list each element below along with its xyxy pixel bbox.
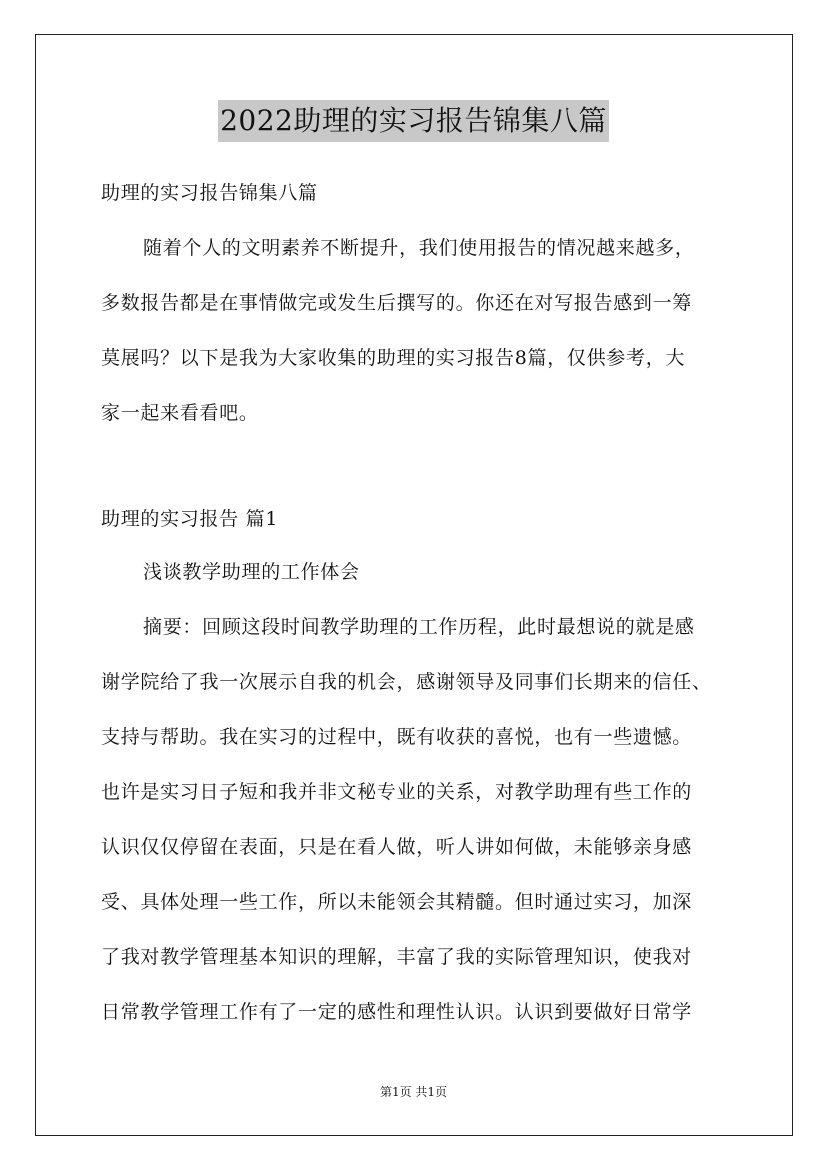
body-line: 摘要：回顾这段时间教学助理的工作历程，此时最想说的就是感 xyxy=(143,616,695,638)
body-line: 谢学院给了我一次展示自我的机会，感谢领导及同事们长期来的信任、 xyxy=(101,671,712,693)
body-line: 也许是实习日子短和我并非文秘专业的关系，对教学助理有些工作的 xyxy=(101,781,693,803)
body-line: 受、具体处理一些工作，所以未能领会其精髓。但时通过实习，加深 xyxy=(101,891,693,913)
intro-line: 莫展吗？以下是我为大家收集的助理的实习报告8篇，仅供参考，大 xyxy=(101,347,686,369)
document-subtitle xyxy=(101,166,741,221)
section-heading xyxy=(101,492,741,547)
body-line: 了我对教学管理基本知识的理解，丰富了我的实际管理知识，使我对 xyxy=(101,946,693,968)
title-container xyxy=(0,100,827,142)
section-subtitle xyxy=(101,545,741,600)
body-paragraph xyxy=(101,600,741,1040)
section-subtitle-line: 浅谈教学助理的工作体会 xyxy=(143,561,360,583)
body-line: 日常教学管理工作有了一定的感性和理性认识。认识到要做好日常学 xyxy=(101,1001,693,1023)
body-line: 支持与帮助。我在实习的过程中，既有收获的喜悦，也有一些遗憾。 xyxy=(101,726,693,748)
page-footer: 第1页 共1页 xyxy=(379,1085,448,1099)
body-line: 认识仅仅停留在表面，只是在看人做，听人讲如何做，未能够亲身感 xyxy=(101,836,693,858)
section-heading-line: 助理的实习报告 篇1 xyxy=(101,508,279,530)
document-title: 2022助理的实习报告锦集八篇 xyxy=(218,100,609,142)
intro-line: 随着个人的文明素养不断提升，我们使用报告的情况越来越多， xyxy=(143,237,695,259)
intro-line: 多数报告都是在事情做完或发生后撰写的。你还在对写报告感到一筹 xyxy=(101,292,693,314)
intro-line: 家一起来看看吧。 xyxy=(101,402,259,424)
intro-paragraph xyxy=(101,221,741,441)
subtitle-line: 助理的实习报告锦集八篇 xyxy=(101,182,318,204)
